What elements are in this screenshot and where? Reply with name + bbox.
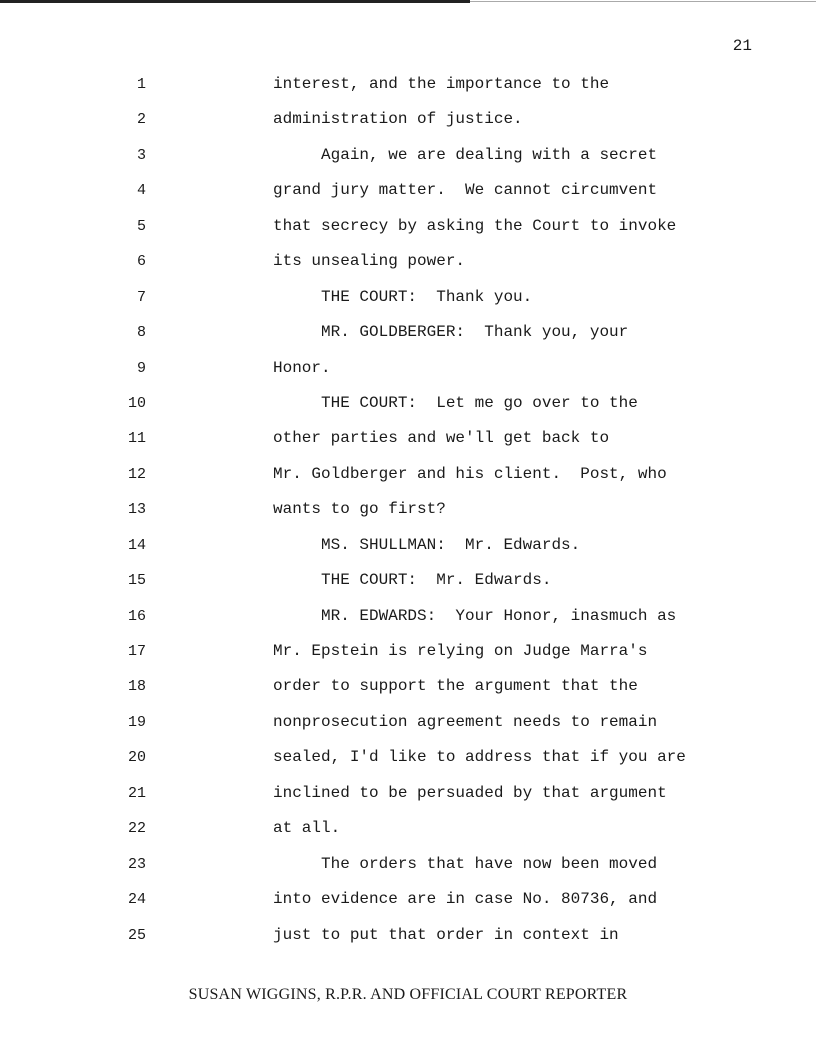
line-number: 23 (127, 855, 146, 873)
line-text: MS. SHULLMAN: Mr. Edwards. (273, 535, 581, 554)
line-number: 19 (127, 713, 146, 731)
line-number: 4 (136, 182, 146, 200)
transcript-line (0, 705, 816, 740)
transcript-line (0, 528, 816, 563)
line-number: 6 (136, 253, 146, 271)
line-text: Mr. Epstein is relying on Judge Marra's (273, 642, 648, 660)
transcript-line (0, 457, 816, 492)
line-text: nonprosecution agreement needs to remain (273, 712, 658, 731)
line-number: 3 (136, 146, 146, 164)
line-text: administration of justice. (273, 110, 523, 129)
transcript-line (0, 740, 816, 775)
line-text: Honor. (273, 358, 331, 377)
transcript-line (0, 138, 816, 173)
transcript-line (0, 421, 816, 456)
line-number: 24 (127, 891, 146, 909)
line-number: 2 (136, 111, 146, 129)
transcript-line (0, 102, 816, 137)
line-text: grand jury matter. We cannot circumvent (273, 181, 658, 200)
line-number: 10 (127, 394, 146, 412)
line-text: wants to go first? (273, 500, 446, 519)
line-text: inclined to be persuaded by that argument (273, 783, 667, 802)
line-text: THE COURT: Mr. Edwards. (273, 571, 552, 590)
line-number: 12 (127, 465, 146, 483)
line-text: order to support the argument that the (273, 677, 638, 696)
transcript-line (0, 315, 816, 350)
transcript-body (0, 67, 816, 953)
line-number: 14 (127, 536, 146, 554)
scan-edge-rule-faint (470, 1, 816, 2)
transcript-line (0, 67, 816, 102)
page-number: 21 (732, 37, 752, 55)
line-number: 8 (136, 324, 146, 342)
transcript-line (0, 280, 816, 315)
line-text: MR. EDWARDS: Your Honor, inasmuch as (273, 606, 677, 625)
court-reporter-footer: SUSAN WIGGINS, R.P.R. AND OFFICIAL COURT REPORTER (188, 986, 628, 1003)
line-text: sealed, I'd like to address that if you are (273, 748, 686, 767)
line-number: 18 (127, 678, 146, 696)
transcript-line (0, 351, 816, 386)
line-number: 20 (127, 749, 146, 767)
transcript-line (0, 918, 816, 953)
transcript-line (0, 599, 816, 634)
transcript-line (0, 776, 816, 811)
transcript-line (0, 386, 816, 421)
line-number: 5 (136, 217, 146, 235)
line-text: The orders that have now been moved (273, 854, 658, 873)
transcript-line (0, 811, 816, 846)
line-text: Mr. Goldberger and his client. Post, who (273, 464, 667, 483)
line-number: 15 (127, 572, 146, 590)
line-number: 16 (127, 607, 146, 625)
line-number: 22 (127, 820, 146, 838)
transcript-line (0, 634, 816, 669)
line-number: 21 (127, 784, 146, 802)
line-text: its unsealing power. (273, 252, 466, 271)
transcript-line (0, 563, 816, 598)
line-number: 7 (136, 288, 146, 306)
transcript-line (0, 669, 816, 704)
transcript-line (0, 847, 816, 882)
line-text: MR. GOLDBERGER: Thank you, your (273, 323, 629, 342)
transcript-line (0, 882, 816, 917)
line-text: that secrecy by asking the Court to invoke (273, 216, 677, 235)
line-text: at all. (273, 819, 341, 838)
transcript-line (0, 209, 816, 244)
line-number: 13 (127, 501, 146, 519)
line-number: 11 (127, 430, 146, 448)
line-text: interest, and the importance to the (273, 75, 610, 93)
line-text: just to put that order in context in (273, 925, 619, 944)
scan-edge-rule (0, 0, 470, 3)
line-number: 9 (136, 359, 146, 377)
transcript-line (0, 492, 816, 527)
line-text: THE COURT: Let me go over to the (273, 393, 638, 412)
line-text: into evidence are in case No. 80736, and (273, 890, 658, 909)
transcript-line (0, 244, 816, 279)
line-number: 1 (136, 76, 146, 93)
line-number: 25 (127, 926, 146, 944)
transcript-line (0, 173, 816, 208)
line-text: Again, we are dealing with a secret (273, 145, 658, 164)
line-number: 17 (127, 643, 146, 660)
line-text: other parties and we'll get back to (273, 429, 610, 448)
line-text: THE COURT: Thank you. (273, 287, 533, 306)
